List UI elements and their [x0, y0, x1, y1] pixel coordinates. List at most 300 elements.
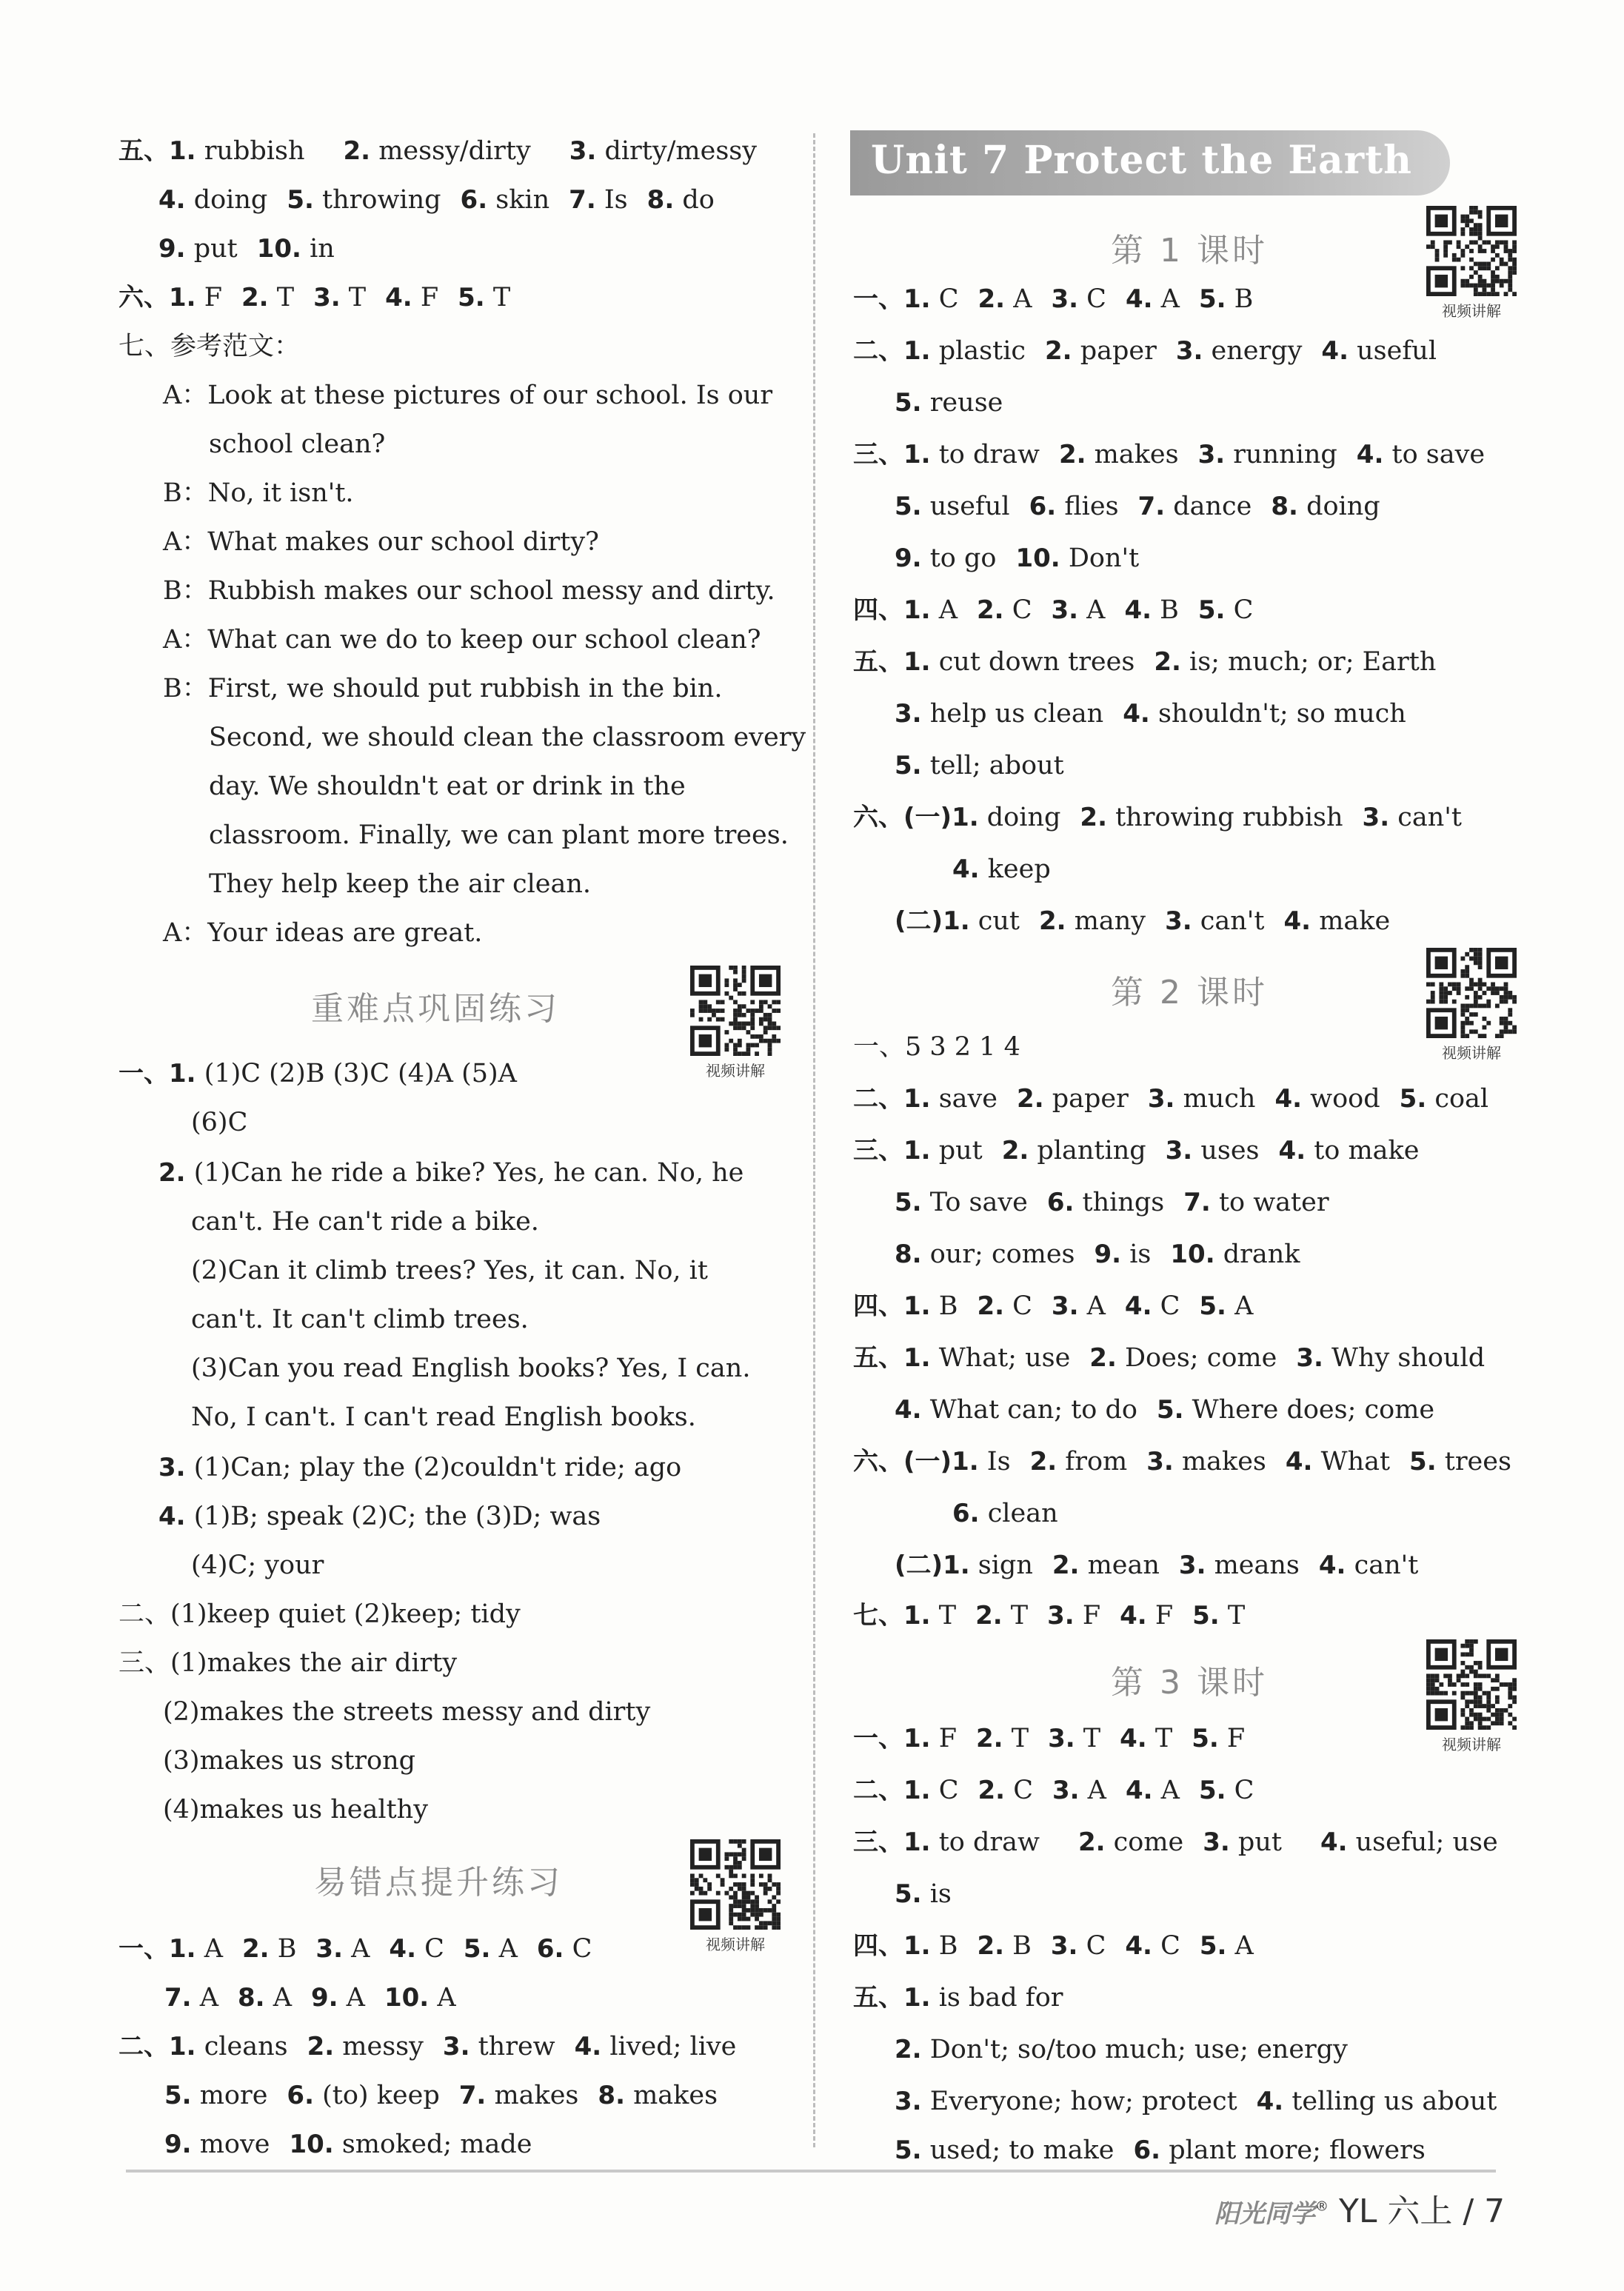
answer-line	[163, 477, 354, 509]
answer-text: They help keep the air clean.	[209, 869, 592, 899]
registered-mark: ®	[1315, 2198, 1329, 2215]
item-number: 3.	[1165, 906, 1192, 936]
item-number: 5.	[1199, 1291, 1226, 1321]
answer-text: flies	[1056, 492, 1119, 521]
answer-text: Where does; come	[1183, 1395, 1435, 1425]
item-number: 3.	[1203, 1827, 1230, 1857]
item-number: 2.	[241, 1934, 270, 1964]
answer-line	[853, 594, 1253, 626]
answer-text: uses	[1192, 1136, 1260, 1165]
answer-line	[158, 1451, 681, 1484]
qr-code-lesson1[interactable]	[1426, 206, 1517, 321]
answer-text: trees	[1436, 1447, 1511, 1476]
item-number: 4.	[1318, 1551, 1346, 1580]
answer-text: to draw	[930, 1827, 1040, 1857]
answer-text: B	[1152, 595, 1179, 625]
answer-line	[952, 853, 1051, 886]
lesson-heading: 第 1 课时	[1111, 232, 1268, 270]
answer-text: messy	[334, 2032, 424, 2061]
item-number: 5.	[895, 492, 922, 521]
answer-text: shouldn't; so much	[1149, 699, 1406, 729]
qr-code-key-practice[interactable]	[690, 966, 781, 1080]
answer-line	[158, 1157, 744, 1189]
answer-text: B	[930, 1931, 958, 1961]
item-number: 六、(一)1.	[853, 1447, 979, 1476]
item-number: 3.	[442, 2032, 470, 2061]
answer-line	[853, 1722, 1245, 1755]
answer-line	[952, 1497, 1058, 1530]
answer-text: Don't	[1060, 544, 1140, 573]
item-number: 10.	[1015, 544, 1060, 573]
item-number: 四、1.	[853, 1931, 931, 1961]
item-number: 4.	[158, 185, 186, 215]
item-number: 6.	[1046, 1188, 1075, 1217]
answer-text: C	[1003, 595, 1032, 625]
answer-line	[209, 428, 385, 461]
answer-text: Why should	[1323, 1343, 1486, 1373]
answer-text: F	[412, 283, 439, 312]
answer-text: A：Your ideas are great.	[163, 918, 483, 948]
answer-text: (1)C (2)B (3)C (4)A (5)A	[196, 1059, 517, 1088]
item-number: 5.	[895, 751, 922, 780]
section-heading: 重难点巩固练习	[311, 990, 560, 1028]
answer-text: C	[1152, 1291, 1180, 1321]
item-number: 二、1.	[853, 1776, 931, 1805]
qr-caption: 视频讲解	[706, 1062, 765, 1080]
answer-text: F	[1218, 1724, 1246, 1753]
answer-text: (to) keep	[314, 2081, 440, 2110]
item-number: 3.	[1147, 1084, 1175, 1114]
item-number: 二、1.	[853, 1084, 931, 1114]
item-number: 四、1.	[853, 595, 931, 625]
item-number: 2.	[895, 2035, 922, 2064]
item-number: 5.	[287, 185, 314, 215]
page-number: YL 六上 / 7	[1339, 2193, 1506, 2230]
answer-text: A	[338, 1983, 365, 2013]
answer-text: F	[1146, 1601, 1174, 1631]
item-number: 2.	[975, 1601, 1003, 1631]
answer-line	[118, 2030, 736, 2063]
item-number: (二)1.	[895, 1551, 970, 1580]
answer-text: C	[1078, 284, 1106, 314]
answer-text: to go	[921, 544, 997, 573]
answer-text: (1)B; speak (2)C; the (3)D; was	[185, 1502, 601, 1531]
item-number: 六、(一)1.	[853, 803, 979, 832]
item-number: 6.	[460, 185, 488, 215]
item-number: 4.	[1256, 2087, 1284, 2116]
answer-text: Does; come	[1116, 1343, 1277, 1373]
answer-line	[895, 387, 1003, 419]
item-number: 9.	[310, 1983, 338, 2013]
answer-text: day. We shouldn't eat or drink in the	[209, 772, 686, 801]
answer-line	[191, 1303, 529, 1336]
answer-text: C	[930, 1776, 959, 1805]
answer-line	[895, 490, 1380, 523]
item-number: 10.	[289, 2130, 334, 2159]
answer-text: to save	[1383, 440, 1486, 469]
item-number: 五、1.	[853, 1983, 931, 2013]
item-number: 3.	[1296, 1343, 1323, 1373]
item-number: 3.	[313, 283, 341, 312]
answer-line	[853, 1083, 1488, 1115]
item-number: 3.	[1050, 1931, 1078, 1961]
item-number: 3.	[1175, 336, 1203, 366]
item-number: 3.	[315, 1934, 343, 1964]
item-number: 4.	[385, 283, 412, 312]
answer-text: plant more; flowers	[1160, 2136, 1426, 2165]
answer-line	[853, 1445, 1511, 1478]
answer-text: throwing	[313, 185, 441, 215]
answer-text: classroom. Finally, we can plant more trees.	[209, 820, 789, 850]
answer-line	[164, 1981, 456, 2014]
answer-text: T	[930, 1601, 957, 1631]
item-number: 六、1.	[118, 283, 196, 312]
answer-text: cut	[969, 906, 1020, 936]
answer-text: can't	[1192, 906, 1265, 936]
item-number: 4.	[1320, 1827, 1348, 1857]
answer-line	[853, 335, 1437, 367]
unit-banner	[850, 130, 1450, 195]
answer-text: can't	[1346, 1551, 1419, 1580]
item-number: 4.	[1278, 1136, 1306, 1165]
answer-line	[118, 135, 757, 167]
answer-text: clean	[979, 1499, 1058, 1528]
item-number: 6.	[1133, 2136, 1161, 2165]
answer-text: B	[1226, 284, 1254, 314]
answer-text: B：No, it isn't.	[163, 478, 354, 508]
answer-text: tell; about	[921, 751, 1064, 780]
item-number: 5.	[1198, 284, 1226, 314]
item-number: 5.	[1197, 595, 1226, 625]
item-number: 2.	[1045, 336, 1072, 366]
answer-text: reuse	[921, 388, 1003, 418]
item-number: 2.	[1039, 906, 1066, 936]
answer-text: messy/dirty	[370, 136, 531, 166]
item-number: 5.	[458, 283, 485, 312]
answer-text: A	[1152, 284, 1180, 314]
answer-text: cut down trees	[930, 647, 1135, 677]
qr-caption: 视频讲解	[1442, 1044, 1501, 1062]
answer-text: A	[490, 1934, 518, 1964]
item-number: 3.	[1047, 1601, 1075, 1631]
answer-text: telling us about	[1283, 2087, 1497, 2116]
item-number: 3.	[895, 699, 922, 729]
answer-line	[895, 1549, 1418, 1582]
lesson-heading: 第 3 课时	[1111, 1664, 1268, 1702]
answer-line	[209, 770, 686, 803]
item-number: 2.	[976, 595, 1004, 625]
answer-line	[853, 1134, 1419, 1167]
answer-text: A	[1005, 284, 1032, 314]
item-number: 2.	[978, 284, 1006, 314]
answer-text: do	[674, 185, 715, 215]
item-number: 2.	[1080, 803, 1107, 832]
item-number: 五、1.	[853, 647, 931, 677]
answer-text: skin	[487, 185, 550, 215]
item-number: 3.	[1146, 1447, 1174, 1476]
answer-text: (1)Can; play the (2)couldn't ride; ago	[185, 1453, 682, 1482]
answer-line	[853, 1031, 1020, 1063]
answer-line	[191, 1205, 539, 1238]
item-number: 一、1.	[853, 284, 931, 314]
item-number: 5.	[1399, 1084, 1427, 1114]
item-number: 8.	[895, 1240, 922, 1269]
answer-text: (6)C	[191, 1108, 248, 1137]
answer-line	[163, 623, 761, 656]
item-number: 3.	[1051, 1291, 1079, 1321]
answer-text: 三、(1)makes the air dirty	[118, 1648, 458, 1678]
answer-text: A：What can we do to keep our school clean?	[163, 625, 761, 655]
item-number: 二、1.	[853, 336, 931, 366]
answer-text: in	[301, 234, 335, 264]
answer-line	[853, 646, 1436, 678]
answer-line	[118, 330, 300, 363]
item-number: 7.	[1183, 1188, 1211, 1217]
answer-line	[895, 905, 1390, 937]
item-number: 10.	[1170, 1240, 1215, 1269]
answer-text: move	[191, 2130, 270, 2159]
answer-text: running	[1225, 440, 1337, 469]
item-number: 9.	[164, 2130, 192, 2159]
item-number: 4.	[1125, 1931, 1152, 1961]
answer-text: more	[191, 2081, 268, 2110]
answer-text: is	[921, 1879, 952, 1909]
answer-text: (1)Can he ride a bike? Yes, he can. No, he	[185, 1158, 744, 1188]
item-number: 一、1.	[118, 1059, 196, 1088]
answer-line	[853, 801, 1462, 834]
answer-line	[853, 1981, 1063, 2014]
item-number: 3.	[1197, 440, 1226, 469]
answer-text: doing	[978, 803, 1061, 832]
answer-line	[158, 233, 335, 265]
answer-text: makes	[1086, 440, 1179, 469]
answer-text: A	[343, 1934, 370, 1964]
answer-text: doing	[185, 185, 268, 215]
item-number: 2.	[1077, 1827, 1106, 1857]
answer-text: 二、(1)keep quiet (2)keep; tidy	[118, 1599, 521, 1629]
answer-text: throwing rubbish	[1106, 803, 1343, 832]
answer-text: put	[930, 1136, 983, 1165]
answer-line	[853, 1930, 1254, 1962]
item-number: 8.	[646, 185, 675, 215]
answer-text: cleans	[196, 2032, 288, 2061]
item-number: 三、1.	[853, 1136, 931, 1165]
answer-text: A	[191, 1983, 218, 2013]
answer-text: C	[1077, 1931, 1106, 1961]
item-number: 2.	[977, 1291, 1005, 1321]
item-number: 6.	[287, 2081, 314, 2110]
answer-line	[191, 1401, 696, 1434]
answer-text: T	[268, 283, 295, 312]
item-number: 5.	[1156, 1395, 1184, 1425]
item-number: 3.	[1051, 284, 1079, 314]
item-number: 2.	[1089, 1343, 1117, 1373]
answer-text: drank	[1214, 1240, 1300, 1269]
answer-line	[191, 1106, 247, 1139]
answer-text: A	[196, 1934, 223, 1964]
answer-text: school clean?	[209, 429, 386, 459]
lesson-heading: 第 2 课时	[1111, 974, 1268, 1011]
answer-text: A：Look at these pictures of our school. Is our	[163, 381, 773, 410]
answer-text: save	[930, 1084, 998, 1114]
answer-line	[895, 1238, 1300, 1271]
answer-text: our; comes	[921, 1240, 1075, 1269]
answer-text: A	[1226, 1291, 1254, 1321]
answer-text: F	[1074, 1601, 1101, 1631]
qr-caption: 视频讲解	[1442, 302, 1501, 320]
item-number: 10.	[384, 1983, 430, 2013]
item-number: 4.	[1274, 1084, 1303, 1114]
answer-text: put	[1229, 1827, 1282, 1857]
item-number: 8.	[598, 2081, 625, 2110]
answer-line	[853, 1826, 1498, 1859]
answer-line	[895, 749, 1064, 782]
answer-line	[895, 2033, 1348, 2066]
answer-line	[895, 1186, 1329, 1219]
answer-text: is	[1121, 1240, 1152, 1269]
item-number: 4.	[389, 1934, 416, 1964]
answer-text: Second, we should clean the classroom every	[209, 723, 806, 752]
item-number: 5.	[1199, 1931, 1227, 1961]
item-number: 2.	[343, 136, 371, 166]
answer-text: lived; live	[601, 2032, 737, 2061]
answer-line	[853, 283, 1253, 315]
answer-text: planting	[1029, 1136, 1146, 1165]
item-number: 7.	[1137, 492, 1166, 521]
item-number: 8.	[237, 1983, 265, 2013]
item-number: 3.	[569, 136, 597, 166]
answer-text: (2)makes the streets messy and dirty	[163, 1697, 651, 1727]
answer-text: B：First, we should put rubbish in the bin.	[163, 674, 723, 703]
item-number: 5.	[895, 388, 922, 418]
answer-line	[191, 1254, 708, 1287]
answer-text: T	[1003, 1724, 1029, 1753]
item-number: 五、1.	[853, 1343, 931, 1373]
answer-text: can't. He can't ride a bike.	[191, 1207, 539, 1237]
qr-caption: 视频讲解	[1442, 1736, 1501, 1753]
answer-line	[853, 1290, 1253, 1322]
item-number: 4.	[1321, 336, 1349, 366]
answer-text: (3)makes us strong	[163, 1746, 416, 1776]
answer-text: Don't; so/too much; use; energy	[921, 2035, 1348, 2064]
answer-text: C	[1005, 1776, 1033, 1805]
item-number: 2.	[977, 1931, 1005, 1961]
answer-text: A	[429, 1983, 456, 2013]
item-number: 5.	[164, 2081, 192, 2110]
footer-rule	[126, 2170, 1496, 2173]
answer-line	[118, 1057, 517, 1090]
answer-text: What; use	[930, 1343, 1071, 1373]
item-number: 9.	[895, 544, 922, 573]
item-number: 4.	[1120, 1724, 1147, 1753]
item-number: 9.	[158, 234, 186, 264]
answer-text: means	[1206, 1551, 1300, 1580]
qr-caption: 视频讲解	[706, 1936, 765, 1953]
answer-text: many	[1066, 906, 1146, 936]
answer-line	[163, 379, 772, 412]
answer-text: threw	[470, 2032, 555, 2061]
item-number: 3.	[1362, 803, 1390, 832]
answer-line	[158, 184, 715, 216]
section-heading: 易错点提升练习	[314, 1864, 563, 1902]
answer-text: doing	[1297, 492, 1380, 521]
answer-text: A	[1079, 1776, 1106, 1805]
item-number: 三、1.	[853, 1827, 931, 1857]
item-number: 7.	[164, 1983, 192, 2013]
qr-code-icon	[690, 1839, 781, 1930]
answer-text: can't	[1389, 803, 1462, 832]
answer-text: to make	[1306, 1136, 1420, 1165]
item-number: 5.	[1192, 1724, 1219, 1753]
answer-text: to water	[1210, 1188, 1329, 1217]
answer-text: C	[415, 1934, 444, 1964]
item-number: 4.	[1120, 1601, 1147, 1631]
item-number: 6.	[536, 1934, 564, 1964]
item-number: 3.	[895, 2087, 922, 2116]
answer-line	[163, 672, 722, 705]
answer-text: B：Rubbish makes our school messy and dirty.	[163, 576, 775, 606]
answer-text: smoked; made	[333, 2130, 532, 2159]
answer-text: T	[340, 283, 367, 312]
qr-code-icon	[1426, 1639, 1517, 1730]
answer-text: C	[1152, 1931, 1180, 1961]
qr-code-lesson3[interactable]	[1426, 1639, 1517, 1754]
item-number: 4.	[1124, 1291, 1152, 1321]
answer-text: dirty/messy	[596, 136, 758, 166]
answer-line	[163, 575, 775, 607]
answer-text: keep	[979, 854, 1051, 884]
item-number: 6.	[1029, 492, 1057, 521]
item-number: 4.	[1283, 906, 1311, 936]
item-number: 一、1.	[118, 1934, 196, 1964]
answer-line	[895, 1878, 952, 1910]
item-number: 2.	[158, 1158, 186, 1188]
item-number: 5.	[463, 1934, 491, 1964]
answer-line	[118, 1647, 457, 1679]
item-number: 3.	[1178, 1551, 1206, 1580]
answer-line	[191, 1352, 750, 1385]
answer-line	[895, 2085, 1497, 2118]
qr-code-error-practice[interactable]	[690, 1839, 781, 1954]
item-number: 3.	[1051, 595, 1079, 625]
item-number: 5.	[895, 2136, 922, 2165]
answer-line	[158, 1500, 601, 1533]
answer-line	[209, 721, 806, 754]
answer-text: C	[1225, 595, 1254, 625]
answer-text: makes	[1173, 1447, 1266, 1476]
answer-text: useful; use	[1347, 1827, 1498, 1857]
answer-text: (4)makes us healthy	[163, 1795, 428, 1825]
item-number: 4.	[1356, 440, 1384, 469]
answer-text: T	[1146, 1724, 1173, 1753]
item-number: 4.	[1125, 1776, 1153, 1805]
answer-text: F	[930, 1724, 957, 1753]
answer-text: sign	[969, 1551, 1033, 1580]
answer-text: T	[1002, 1601, 1029, 1631]
answer-line	[853, 1599, 1245, 1632]
answer-line	[895, 1394, 1434, 1426]
item-number: 5.	[895, 1188, 922, 1217]
answer-text: used; to make	[921, 2136, 1115, 2165]
answer-line	[163, 1793, 428, 1826]
item-number: 5.	[1198, 1776, 1226, 1805]
qr-code-lesson2[interactable]	[1426, 948, 1517, 1063]
item-number: 一、1.	[853, 1724, 931, 1753]
item-number: 2.	[976, 1724, 1003, 1753]
answer-text: paper	[1072, 336, 1157, 366]
item-number: 3.	[1048, 1724, 1075, 1753]
answer-text: from	[1057, 1447, 1128, 1476]
